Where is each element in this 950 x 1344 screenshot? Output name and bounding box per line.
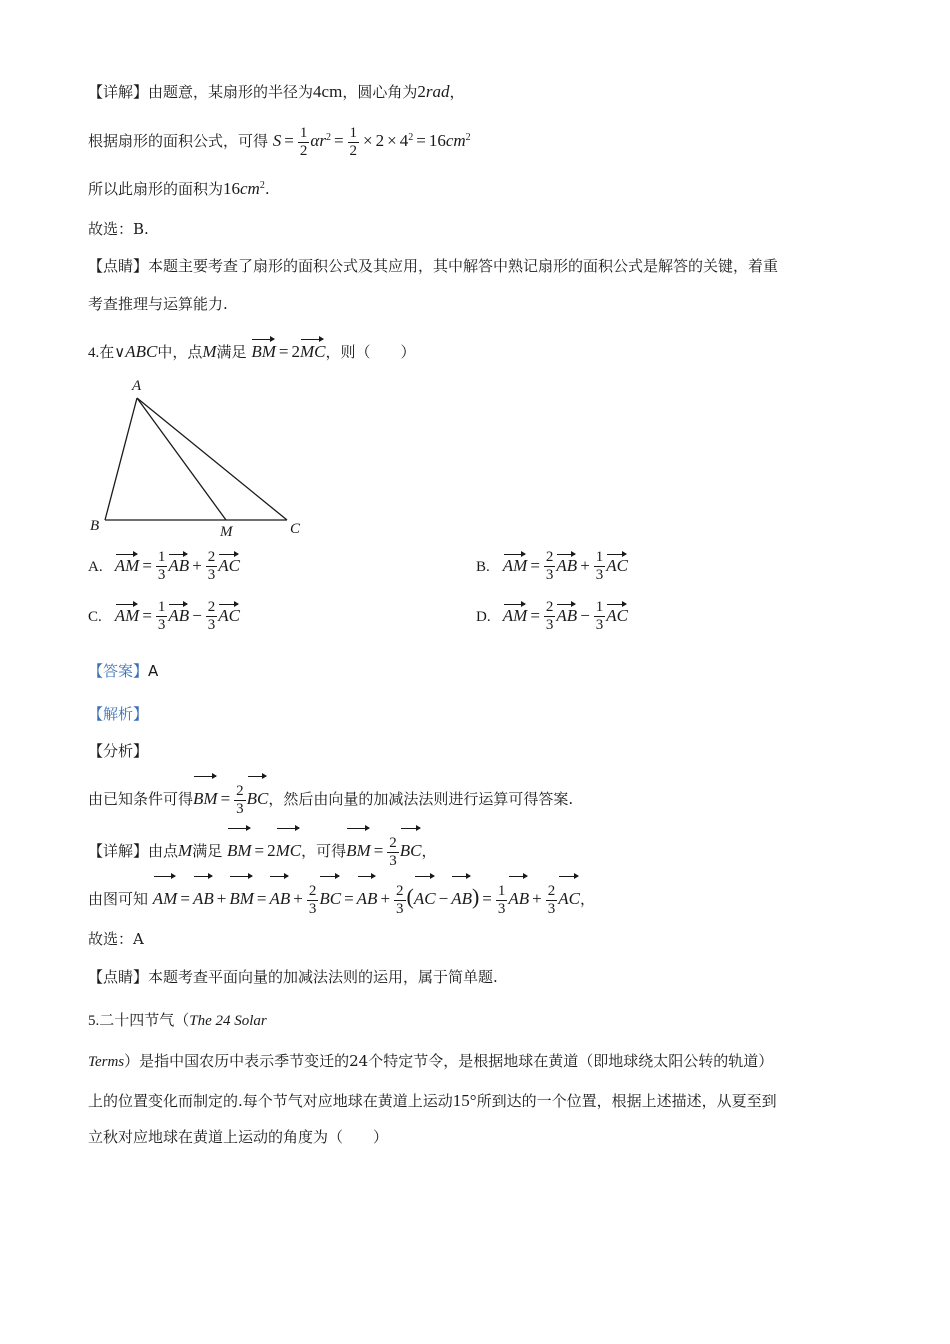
q5-stem-line1: 5.二十四节气（The 24 Solar xyxy=(88,1011,267,1029)
q4-analysis-line: 由已知条件可得BM = $\frac{2}{3}$ BC，然后由向量的加减法法则进行运算可得答案. xyxy=(88,774,573,820)
q4-choice: 故选：A xyxy=(88,930,144,948)
q3-comment-line2: 考查推理与运算能力. xyxy=(88,295,228,313)
q5-stem-line4: 立秋对应地球在黄道上运动的角度为（ ） xyxy=(88,1128,389,1146)
q4-detail-line2: 由图可知 AM = AB + BM = AB + $\frac{2}{3}$ BC = AB + $\frac{2}{3}$ (AC − AB) = $\frac{1}{3}$ AB + $\frac{2}{3}$ AC， xyxy=(88,874,595,920)
q3-detail-line3: 所以此扇形的面积为$16cm^2$. xyxy=(88,179,270,198)
option-C[interactable]: C. AM = $\frac{1}{3}$ AB − $\frac{2}{3}$ AC xyxy=(88,599,241,633)
q3-comment-line1: 【点睛】本题主要考查了扇形的面积公式及其应用，其中解答中熟记扇形的面积公式是解答的关键，着重 xyxy=(88,257,779,275)
q4-analysis-sub: 【分析】 xyxy=(88,742,149,760)
q5-stem-line2: Terms）是指中国农历中表示季节变迁的24个特定节令，是根据地球在黄道（即地球绕太阳公转的轨道） xyxy=(88,1052,774,1070)
q4-detail-line1: 【详解】由点M满足 BM = 2MC，可得BM = $\frac{2}{3}$ BC， xyxy=(88,826,437,872)
q4-comment: 【点睛】本题考查平面向量的加减法法则的运用，属于简单题. xyxy=(88,968,498,986)
label-B: B xyxy=(90,518,100,534)
q4-stem: 4.在∨ABC中，点M满足 BM = 2MC，则（ ） xyxy=(88,337,415,364)
label-C: C xyxy=(290,521,301,537)
option-D[interactable]: D. AM = $\frac{2}{3}$ AB − $\frac{1}{3}$ AC xyxy=(476,599,629,633)
q4-answer: 【答案】A xyxy=(88,662,159,680)
option-A[interactable]: A. AM = $\frac{1}{3}$ AB + $\frac{2}{3}$ AC xyxy=(88,549,241,583)
q3-choice: 故选：B. xyxy=(88,220,149,238)
q5-stem-line3: 上的位置变化而制定的.每个节气对应地球在黄道上运动15°所到达的一个位置，根据上述描述，从夏至到 xyxy=(88,1091,777,1110)
q3-detail-line1: 【详解】由题意，某扇形的半径为4cm，圆心角为2rad， xyxy=(88,82,465,101)
q3-detail-line2: 根据扇形的面积公式，可得 S = $\frac{1}{2}$ $\alpha r^2$ = $\frac{1}{2}$ × $2 \times 4^2 = 16cm^2$ xyxy=(88,124,471,159)
triangle-figure xyxy=(84,372,314,542)
segment-AB xyxy=(105,398,137,520)
label-A: A xyxy=(132,378,142,394)
q4-analysis-tag: 【解析】 xyxy=(88,705,149,723)
option-B[interactable]: B. AM = $\frac{2}{3}$ AB + $\frac{1}{3}$ AC xyxy=(476,549,629,583)
label-M: M xyxy=(220,524,233,540)
